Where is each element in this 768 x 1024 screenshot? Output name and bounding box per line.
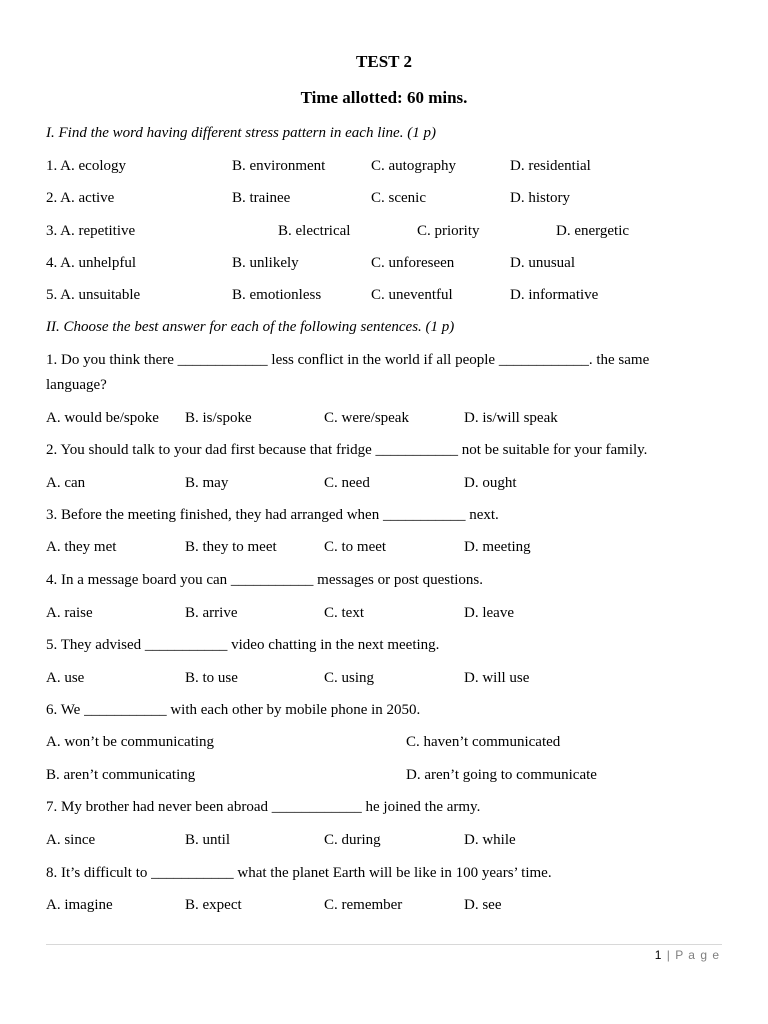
s2-q2-option-b: B. may — [185, 475, 229, 491]
section2-heading: II. Choose the best answer for each of the following sentences. (1 p) — [46, 319, 455, 335]
s2-q3-stem: 3. Before the meeting finished, they had arranged when ___________ next. — [46, 507, 499, 523]
s2-q1-option-c: C. were/speak — [324, 410, 409, 426]
s1-q4-option-c: C. unforeseen — [371, 255, 455, 271]
s2-q2-option-c: C. need — [324, 475, 370, 491]
s2-q6-option-d: D. aren’t going to communicate — [406, 767, 597, 783]
s2-q4-stem: 4. In a message board you can ___________ messages or post questions. — [46, 572, 484, 588]
s2-q4-option-d: D. leave — [464, 605, 514, 621]
s1-q5-option-a: 5. A. unsuitable — [46, 287, 141, 303]
s1-q1-option-a: 1. A. ecology — [46, 158, 126, 174]
s1-q1-option-c: C. autography — [371, 158, 456, 174]
s1-q1-option-b: B. environment — [232, 158, 326, 174]
s1-q4-option-d: D. unusual — [510, 255, 575, 271]
s2-q6-option-c: C. haven’t communicated — [406, 734, 561, 750]
s2-q6-option-a: A. won’t be communicating — [46, 734, 215, 750]
s1-q3-option-a: 3. A. repetitive — [46, 223, 136, 239]
s1-q5-option-d: D. informative — [510, 287, 599, 303]
s2-q8-option-d: D. see — [464, 897, 502, 913]
s2-q6-option-b: B. aren’t communicating — [46, 767, 196, 783]
s2-q4-option-a: A. raise — [46, 605, 93, 621]
page-label: P a g e — [675, 948, 720, 962]
s2-q7-option-c: C. during — [324, 832, 381, 848]
s2-q5-option-c: C. using — [324, 670, 375, 686]
s1-q3-option-b: B. electrical — [278, 223, 351, 239]
s2-q1-option-b: B. is/spoke — [185, 410, 252, 426]
s2-q7-option-a: A. since — [46, 832, 96, 848]
s2-q5-stem: 5. They advised ___________ video chatting in the next meeting. — [46, 637, 440, 653]
s2-q3-option-b: B. they to meet — [185, 539, 277, 555]
s1-q4-option-a: 4. A. unhelpful — [46, 255, 136, 271]
s2-q5-option-a: A. use — [46, 670, 85, 686]
s2-q3-option-c: C. to meet — [324, 539, 387, 555]
s1-q2-option-c: C. scenic — [371, 190, 426, 206]
s1-q3-option-d: D. energetic — [556, 223, 630, 239]
s1-q2-option-a: 2. A. active — [46, 190, 115, 206]
s2-q2-option-d: D. ought — [464, 475, 517, 491]
s2-q4-option-c: C. text — [324, 605, 364, 621]
s2-q5-option-b: B. to use — [185, 670, 238, 686]
s2-q5-option-d: D. will use — [464, 670, 530, 686]
section1-heading: I. Find the word having different stress pattern in each line. (1 p) — [46, 125, 436, 141]
page-number: 1 — [654, 948, 663, 962]
s1-q2-option-d: D. history — [510, 190, 570, 206]
s2-q1-stem-continued: language? — [46, 377, 107, 393]
s2-q7-option-d: D. while — [464, 832, 516, 848]
page-footer — [655, 948, 720, 962]
s2-q8-option-c: C. remember — [324, 897, 403, 913]
s2-q8-option-a: A. imagine — [46, 897, 113, 913]
time-allotted: Time allotted: 60 mins. — [300, 88, 468, 107]
s2-q8-stem: 8. It’s difficult to ___________ what the planet Earth will be like in 100 years’ time. — [46, 865, 552, 881]
s1-q5-option-c: C. uneventful — [371, 287, 453, 303]
s2-q8-option-b: B. expect — [185, 897, 242, 913]
s2-q7-stem: 7. My brother had never been abroad ____________ he joined the army. — [46, 799, 481, 815]
s2-q3-option-d: D. meeting — [464, 539, 531, 555]
s1-q2-option-b: B. trainee — [232, 190, 291, 206]
s1-q1-option-d: D. residential — [510, 158, 591, 174]
s1-q3-option-c: C. priority — [417, 223, 480, 239]
s1-q4-option-b: B. unlikely — [232, 255, 299, 271]
s2-q7-option-b: B. until — [185, 832, 231, 848]
s2-q1-stem: 1. Do you think there ____________ less conflict in the world if all people ____________. the same — [46, 352, 650, 368]
s2-q2-stem: 2. You should talk to your dad first because that fridge ___________ not be suitable for your family. — [46, 442, 648, 458]
s1-q5-option-b: B. emotionless — [232, 287, 322, 303]
s2-q4-option-b: B. arrive — [185, 605, 238, 621]
footer-divider — [46, 944, 722, 945]
page-separator: | — [666, 948, 671, 962]
s2-q2-option-a: A. can — [46, 475, 86, 491]
s2-q1-option-a: A. would be/spoke — [46, 410, 159, 426]
s2-q3-option-a: A. they met — [46, 539, 117, 555]
test-title: TEST 2 — [356, 52, 412, 71]
s2-q6-stem: 6. We ___________ with each other by mobile phone in 2050. — [46, 702, 421, 718]
s2-q1-option-d: D. is/will speak — [464, 410, 558, 426]
